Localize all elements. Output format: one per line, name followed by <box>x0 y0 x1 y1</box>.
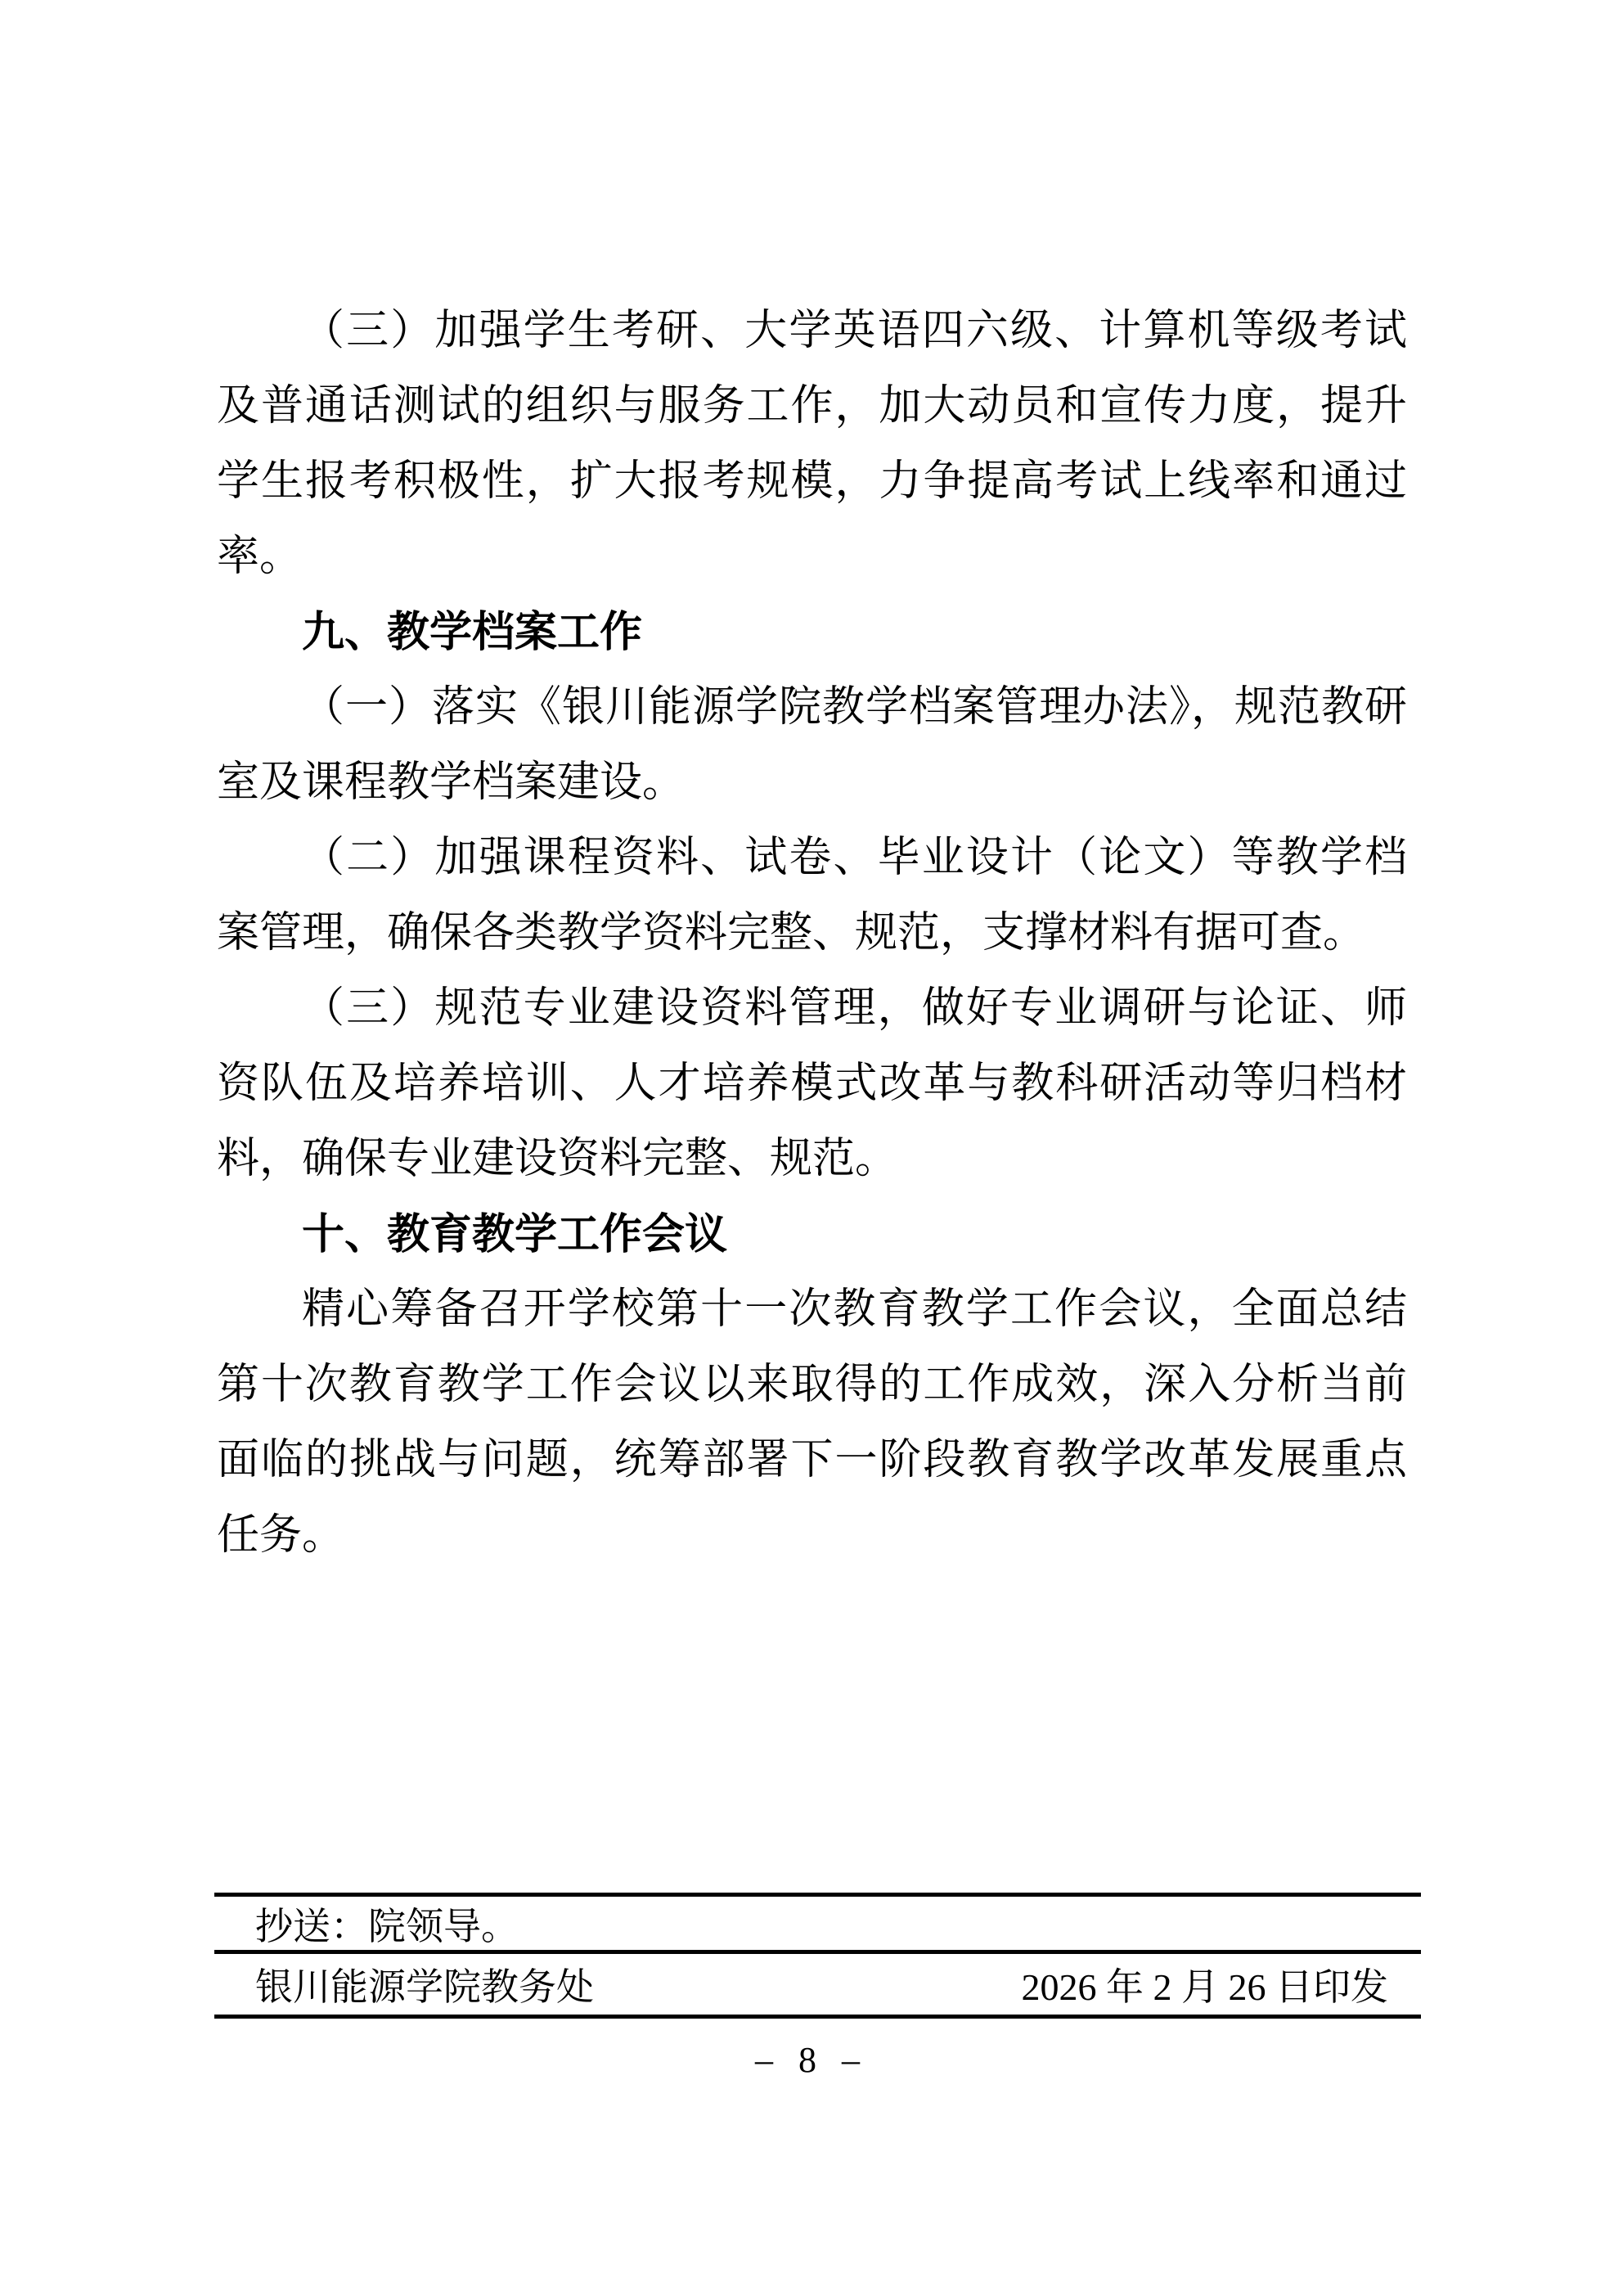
issuing-department: 银川能源学院教务处 <box>255 1966 594 2008</box>
paragraph-program-archives: （三）规范专业建设资料管理，做好专业调研与论证、师资队伍及培养培训、人才培养模式改革与教科研活动等归档材料，确保专业建设资料完整、规范。 <box>217 985 1407 1182</box>
paragraph-archive-measures: （一）落实《银川能源学院教学档案管理办法》，规范教研室及课程教学档案建设。 <box>217 684 1407 806</box>
document-footer <box>214 1893 1421 2019</box>
cc-row <box>214 1897 1421 1954</box>
page-number: – 8 – <box>755 2040 868 2080</box>
section-heading-9-archives: 九、教学档案工作 <box>302 609 643 656</box>
document-body <box>217 294 1407 1573</box>
paragraph-conference-plan: 精心筹备召开学校第十一次教育教学工作会议，全面总结第十次教育教学工作会议以来取得的工作成效，深入分析当前面临的挑战与问题，统筹部署下一阶段教育教学改革发展重点任务。 <box>217 1286 1407 1559</box>
issue-row <box>214 1954 1421 2015</box>
section-heading-10-conference: 十、教育教学工作会议 <box>302 1211 728 1258</box>
paragraph-course-archives: （二）加强课程资料、试卷、毕业设计（论文）等教学档案管理，确保各类教学资料完整、规范，支撑材料有据可查。 <box>217 835 1407 957</box>
cc-line: 抄送：院领导。 <box>255 1905 519 1947</box>
paragraph-exam-service: （三）加强学生考研、大学英语四六级、计算机等级考试及普通话测试的组织与服务工作，加大动员和宣传力度，提升学生报考积极性，扩大报考规模，力争提高考试上线率和通过率。 <box>217 308 1407 580</box>
issue-date: 2026 年 2 月 26 日印发 <box>1021 1966 1388 2008</box>
